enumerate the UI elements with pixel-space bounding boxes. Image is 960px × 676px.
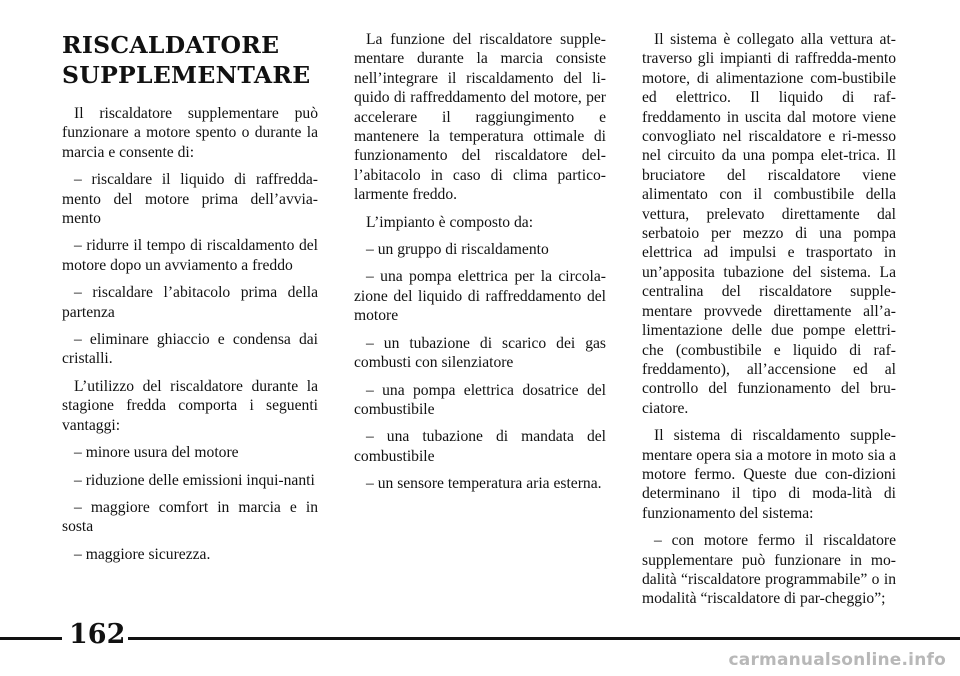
paragraph: Il sistema di riscaldamento supple-mentare opera sia a motore in moto sia a motore fermo. Queste due con-dizioni determinano il tipo di moda-lità di funzionamento del sistema: (642, 427, 896, 522)
list-item: – con motore fermo il riscaldatore supplementare può funzionare in mo-dalità “riscaldatore programmabile” o in modalità “riscaldatore di par-cheggio”; (642, 532, 896, 608)
list-item: – una pompa elettrica per la circola-zione del liquido di raffreddamento del motore (354, 268, 606, 325)
list-item: – minore usura del motore (74, 444, 239, 462)
list-item: – eliminare ghiaccio e condensa dai cristalli. (62, 331, 318, 368)
paragraph: L’impianto è composto da: (366, 213, 534, 231)
list-item: – una pompa elettrica dosatrice del combustibile (354, 381, 606, 418)
paragraph: L’utilizzo del riscaldatore durante la stagione fredda comporta i seguenti vantaggi: (62, 377, 318, 434)
column-left (62, 30, 318, 572)
list-item: – riscaldare il liquido di raffredda-mento del motore prima dell’avvia-mento (62, 171, 318, 228)
page-title: RISCALDATORE SUPPLEMENTARE (62, 31, 311, 89)
list-item: – riduzione delle emissioni inqui-nanti (74, 471, 315, 489)
column-right (642, 30, 896, 617)
footer-rule-left (0, 637, 62, 640)
paragraph: La funzione del riscaldatore supple-mentare durante la marcia consiste nell’integrare il riscaldamento del li-quido di raffreddamento del motore, per accelerare il raggiungimento e mantenere la temperatura ottimale di funzionamento del riscaldatore del-l’abitacolo in caso di clima partico-larmente freddo. (354, 31, 606, 204)
page-number: 162 (69, 619, 126, 650)
list-item: – una tubazione di mandata del combustibile (354, 428, 606, 465)
list-item: – un tubazione di scarico dei gas combusti con silenziatore (354, 334, 606, 372)
paragraph: Il sistema è collegato alla vettura at-traverso gli impianti di raffredda-mento motore, di alimentazione com-bustibile ed elettrico. Il liquido di raf-freddamento in uscita dal motore viene convogliato nel riscaldatore e ri-messo nel circuito da una pompa elet-trica. Il bruciatore del riscaldatore viene alimentato con il combustibile della vettura, prelevato direttamente dal serbatoio per mezzo di una pompa elettrica ad impulsi e trasportato in un’apposita tubazione del sistema. La centralina del riscaldatore supple-mentare provvede direttamente all’a-limentazione delle due pompe elettri-che (combustibile e liquido di raf-freddamento), all’accensione ed al controllo del funzionamento del bru-ciatore. (642, 31, 896, 417)
column-middle (354, 30, 606, 502)
footer-rule-right (128, 637, 960, 640)
list-item: – maggiore sicurezza. (74, 545, 211, 563)
list-item: – ridurre il tempo di riscaldamento del motore dopo un avviamento a freddo (62, 237, 318, 274)
watermark: carmanualsonline.info (728, 650, 946, 670)
paragraph: Il riscaldatore supplementare può funzionare a motore spento o durante la marcia e consente di: (62, 105, 318, 161)
list-item: – un gruppo di riscaldamento (366, 241, 549, 259)
list-item: – un sensore temperatura aria esterna. (366, 475, 602, 493)
list-item: – riscaldare l’abitacolo prima della partenza (62, 284, 318, 321)
list-item: – maggiore comfort in marcia e in sosta (62, 498, 318, 536)
